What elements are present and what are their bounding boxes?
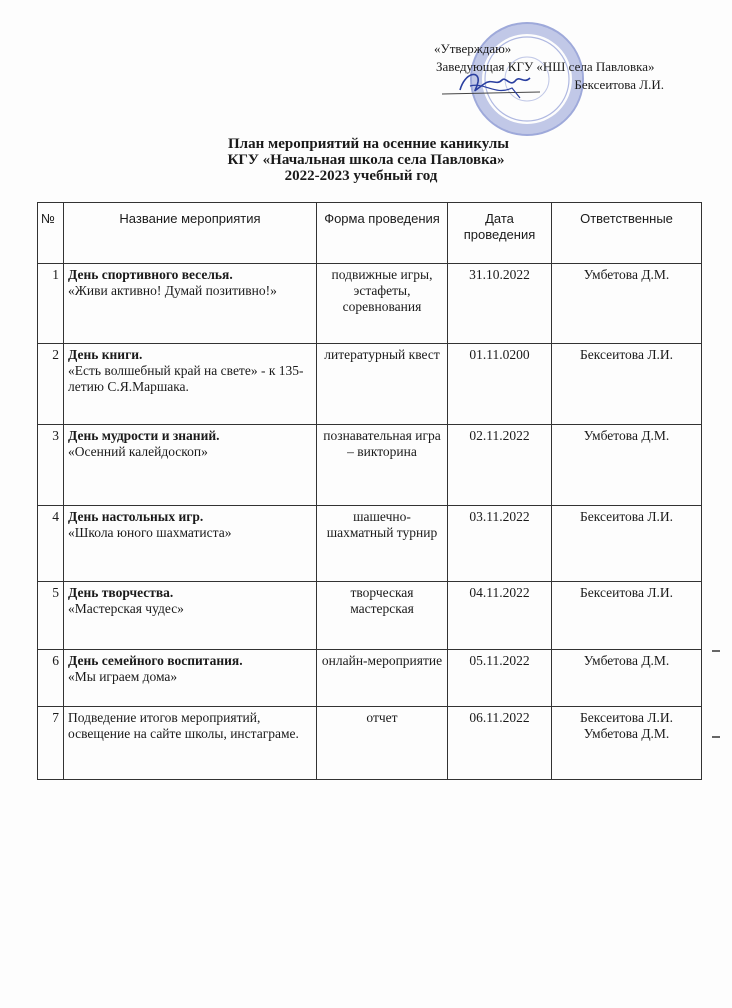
event-cell [64,264,317,344]
event-cell [64,344,317,425]
table-row [38,707,702,780]
date-cell: 06.11.2022 [448,707,552,780]
approval-heading: «Утверждаю» [434,41,512,56]
event-subtitle: «Мастерская чудес» [68,601,184,616]
title-line-3: 2022-2023 учебный год [284,168,438,184]
row-number: 3 [38,425,64,506]
table-row [38,650,702,707]
event-title: День книги. [68,347,143,362]
event-subtitle: «Мы играем дома» [68,669,178,684]
title-line-1: План мероприятий на осенние каникулы [228,136,509,152]
event-subtitle: «Школа юного шахматиста» [68,525,232,540]
table-row [38,582,702,650]
event-title: День творчества. [68,585,174,600]
event-subtitle: Подведение итогов мероприятий, освещение на сайте школы, инстаграме. [68,710,299,741]
row-number: 2 [38,344,64,425]
table-header-row [38,203,702,264]
table-row [38,425,702,506]
event-title: День спортивного веселья. [68,267,233,282]
date-cell: 02.11.2022 [448,425,552,506]
event-cell [64,650,317,707]
approval-name: Бексеитова Л.И. [574,77,664,92]
date-cell: 04.11.2022 [448,582,552,650]
event-cell [64,707,317,780]
form-cell: онлайн-мероприятие [317,650,448,707]
table-row [38,264,702,344]
header-responsible: Ответственные [552,203,702,264]
event-subtitle: «Есть волшебный край на свете» - к 135-летию С.Я.Маршака. [68,363,304,394]
row-number: 6 [38,650,64,707]
form-cell: познавательная игра – викторина [317,425,448,506]
row-number: 4 [38,506,64,582]
scan-mark [712,736,720,738]
date-cell: 03.11.2022 [448,506,552,582]
date-cell: 05.11.2022 [448,650,552,707]
table-row [38,344,702,425]
responsible-cell: Бексеитова Л.И. [552,344,702,425]
header-number: № [38,203,64,264]
approval-position: Заведующая КГУ «НШ села Павловка» [436,59,655,74]
events-table [37,202,702,780]
form-cell: творческая мастерская [317,582,448,650]
event-cell [64,425,317,506]
responsible-cell: Умбетова Д.М. [552,650,702,707]
responsible-cell: Бексеитова Л.И. [552,582,702,650]
event-title: День семейного воспитания. [68,653,243,668]
header-event-name: Название мероприятия [64,203,317,264]
event-cell [64,582,317,650]
table-row [38,506,702,582]
event-subtitle: «Живи активно! Думай позитивно!» [68,283,277,298]
date-cell: 31.10.2022 [448,264,552,344]
row-number: 5 [38,582,64,650]
form-cell: отчет [317,707,448,780]
event-subtitle: «Осенний калейдоскоп» [68,444,208,459]
event-title: День мудрости и знаний. [68,428,220,443]
responsible-cell: Умбетова Д.М. [552,425,702,506]
signature-image [440,66,550,106]
scan-mark [712,650,720,652]
form-cell: шашечно-шахматный турнир [317,506,448,582]
form-cell: литературный квест [317,344,448,425]
header-date: Дата проведения [448,203,552,264]
date-cell: 01.11.0200 [448,344,552,425]
responsible-cell: Умбетова Д.М. [552,264,702,344]
event-title: День настольных игр. [68,509,204,524]
row-number: 7 [38,707,64,780]
row-number: 1 [38,264,64,344]
responsible-cell: Бексеитова Л.И. Умбетова Д.М. [552,707,702,780]
title-line-2: КГУ «Начальная школа села Павловка» [227,152,505,168]
responsible-cell: Бексеитова Л.И. [552,506,702,582]
form-cell: подвижные игры, эстафеты, соревнования [317,264,448,344]
event-cell [64,506,317,582]
header-form: Форма проведения [317,203,448,264]
document-title [0,136,732,184]
